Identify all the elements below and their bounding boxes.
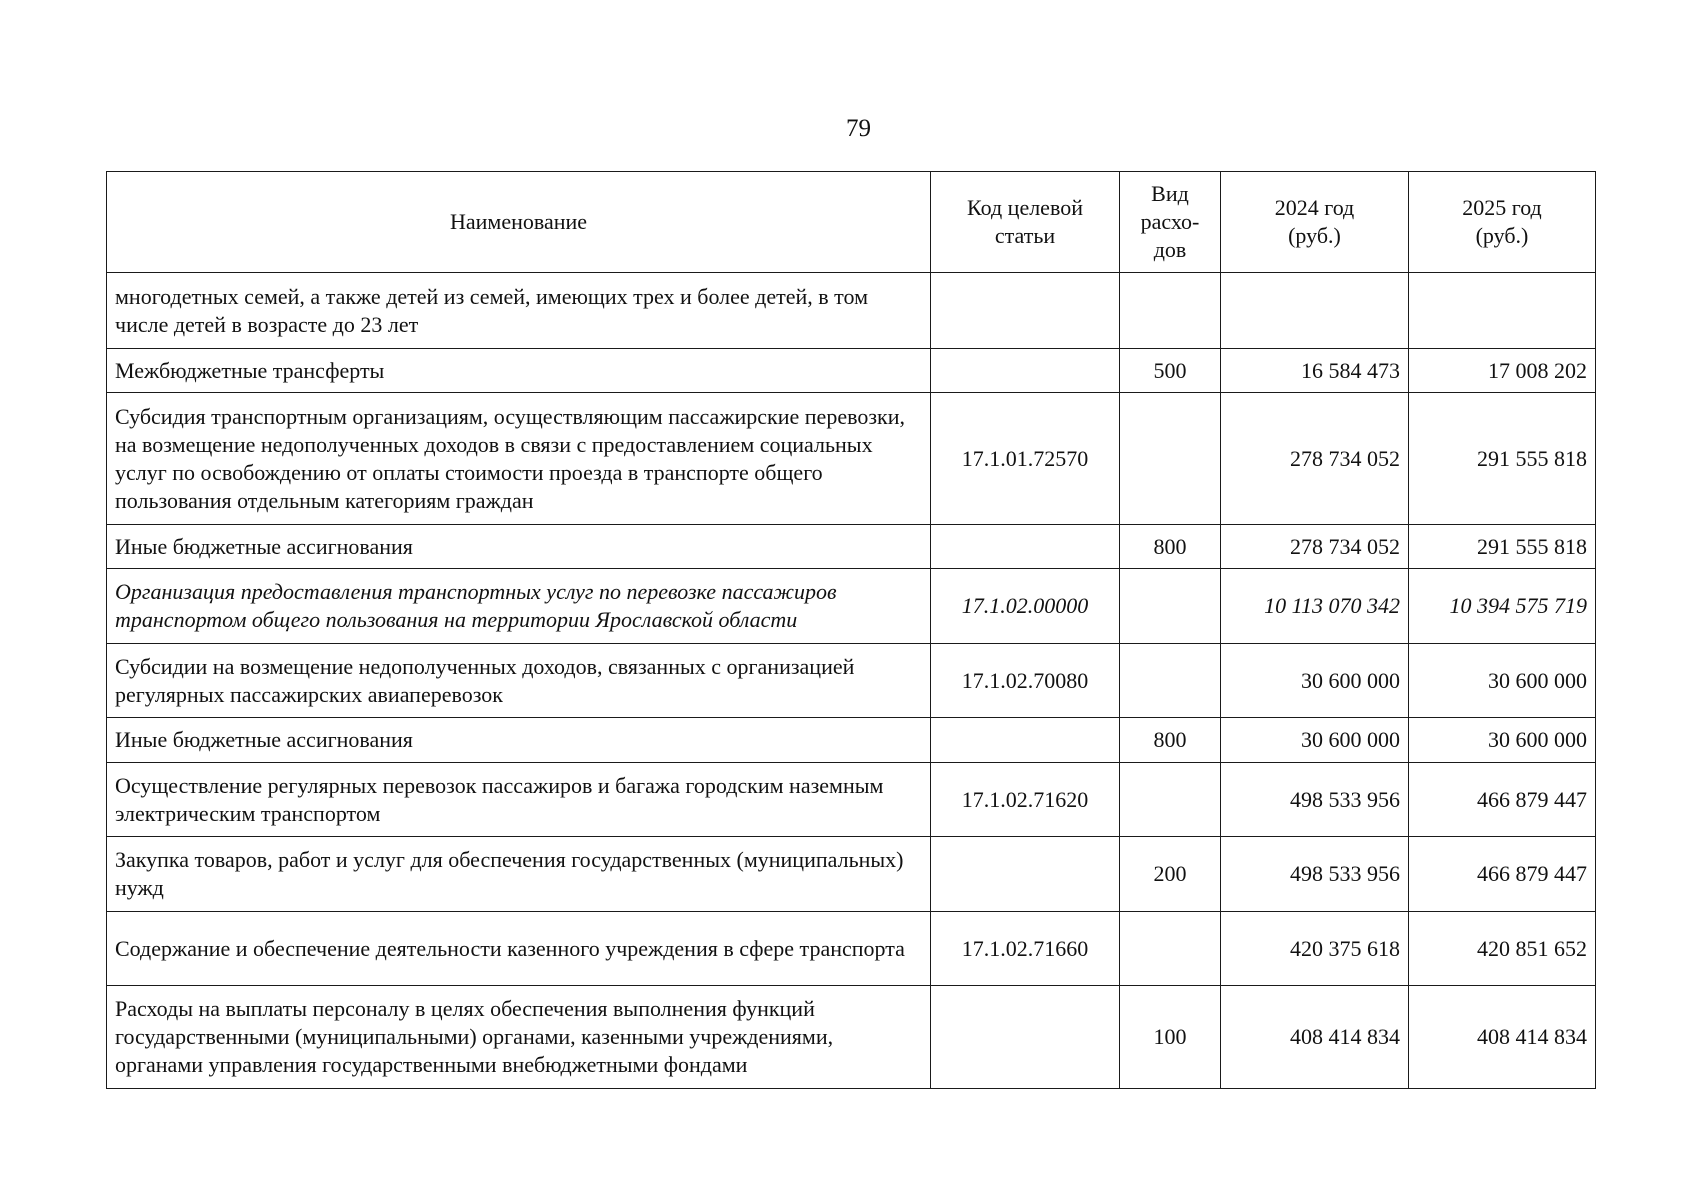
table-row — [107, 393, 1596, 525]
header-name: Наименование — [107, 172, 931, 273]
row-2025: 30 600 000 — [1409, 644, 1596, 718]
row-code — [931, 273, 1120, 349]
row-2025: 466 879 447 — [1409, 763, 1596, 837]
row-name: Организация предоставления транспортных услуг по перевозке пассажиров транспортом общего пользования на территории Ярославской области — [107, 569, 931, 644]
row-2024: 10 113 070 342 — [1221, 569, 1409, 644]
table-row — [107, 763, 1596, 837]
row-type — [1120, 644, 1221, 718]
table-row — [107, 349, 1596, 393]
row-name: Межбюджетные трансферты — [107, 349, 931, 393]
row-2025 — [1409, 273, 1596, 349]
row-2024: 498 533 956 — [1221, 837, 1409, 912]
row-code: 17.1.02.71660 — [931, 912, 1120, 986]
page-number: 79 — [846, 115, 871, 142]
row-type: 800 — [1120, 525, 1221, 569]
row-2025: 291 555 818 — [1409, 525, 1596, 569]
table-row — [107, 644, 1596, 718]
row-2024: 30 600 000 — [1221, 644, 1409, 718]
table-row — [107, 569, 1596, 644]
row-name: Иные бюджетные ассигнования — [107, 718, 931, 763]
row-name: многодетных семей, а также детей из семей, имеющих трех и более детей, в том числе детей в возрасте до 23 лет — [107, 273, 931, 349]
header-type: Вид расхо-дов — [1120, 172, 1221, 273]
row-code — [931, 837, 1120, 912]
row-code — [931, 525, 1120, 569]
header-2024: 2024 год (руб.) — [1221, 172, 1409, 273]
table-row — [107, 986, 1596, 1089]
row-type — [1120, 912, 1221, 986]
header-2025: 2025 год (руб.) — [1409, 172, 1596, 273]
row-name: Содержание и обеспечение деятельности казенного учреждения в сфере транспорта — [107, 912, 931, 986]
row-code: 17.1.02.00000 — [931, 569, 1120, 644]
row-2024: 408 414 834 — [1221, 986, 1409, 1089]
table-row — [107, 525, 1596, 569]
row-type — [1120, 273, 1221, 349]
table-row — [107, 718, 1596, 763]
row-type: 500 — [1120, 349, 1221, 393]
row-2025: 10 394 575 719 — [1409, 569, 1596, 644]
row-code — [931, 718, 1120, 763]
row-2024: 278 734 052 — [1221, 393, 1409, 525]
row-2025: 408 414 834 — [1409, 986, 1596, 1089]
row-code — [931, 986, 1120, 1089]
table-row — [107, 912, 1596, 986]
table-row — [107, 273, 1596, 349]
row-name: Осуществление регулярных перевозок пассажиров и багажа городским наземным электрическим транспортом — [107, 763, 931, 837]
row-type — [1120, 763, 1221, 837]
header-code: Код целевой статьи — [931, 172, 1120, 273]
table-header-row — [107, 172, 1596, 273]
row-code: 17.1.02.70080 — [931, 644, 1120, 718]
row-2025: 17 008 202 — [1409, 349, 1596, 393]
row-name: Субсидии на возмещение недополученных доходов, связанных с организацией регулярных пассажирских авиаперевозок — [107, 644, 931, 718]
row-name: Расходы на выплаты персоналу в целях обеспечения выполнения функций государственными (муниципальными) органами, казенными учреждениями, органами управления государственными внебюджетными фондами — [107, 986, 931, 1089]
row-2024 — [1221, 273, 1409, 349]
row-2024: 30 600 000 — [1221, 718, 1409, 763]
row-name: Иные бюджетные ассигнования — [107, 525, 931, 569]
row-2025: 420 851 652 — [1409, 912, 1596, 986]
row-name: Субсидия транспортным организациям, осуществляющим пассажирские перевозки, на возмещение недополученных доходов в связи с предоставлением социальных услуг по освобождению от оплаты стоимости проезда в транспорте общего пользования отдельным категориям граждан — [107, 393, 931, 525]
row-2025: 291 555 818 — [1409, 393, 1596, 525]
budget-table — [106, 171, 1596, 1089]
row-code: 17.1.02.71620 — [931, 763, 1120, 837]
table-row — [107, 837, 1596, 912]
row-type: 100 — [1120, 986, 1221, 1089]
row-type — [1120, 569, 1221, 644]
row-2024: 498 533 956 — [1221, 763, 1409, 837]
row-2024: 420 375 618 — [1221, 912, 1409, 986]
row-type — [1120, 393, 1221, 525]
row-code: 17.1.01.72570 — [931, 393, 1120, 525]
row-type: 200 — [1120, 837, 1221, 912]
row-2025: 30 600 000 — [1409, 718, 1596, 763]
row-2024: 16 584 473 — [1221, 349, 1409, 393]
row-type: 800 — [1120, 718, 1221, 763]
row-name: Закупка товаров, работ и услуг для обеспечения государственных (муниципальных) нужд — [107, 837, 931, 912]
row-2024: 278 734 052 — [1221, 525, 1409, 569]
row-2025: 466 879 447 — [1409, 837, 1596, 912]
row-code — [931, 349, 1120, 393]
